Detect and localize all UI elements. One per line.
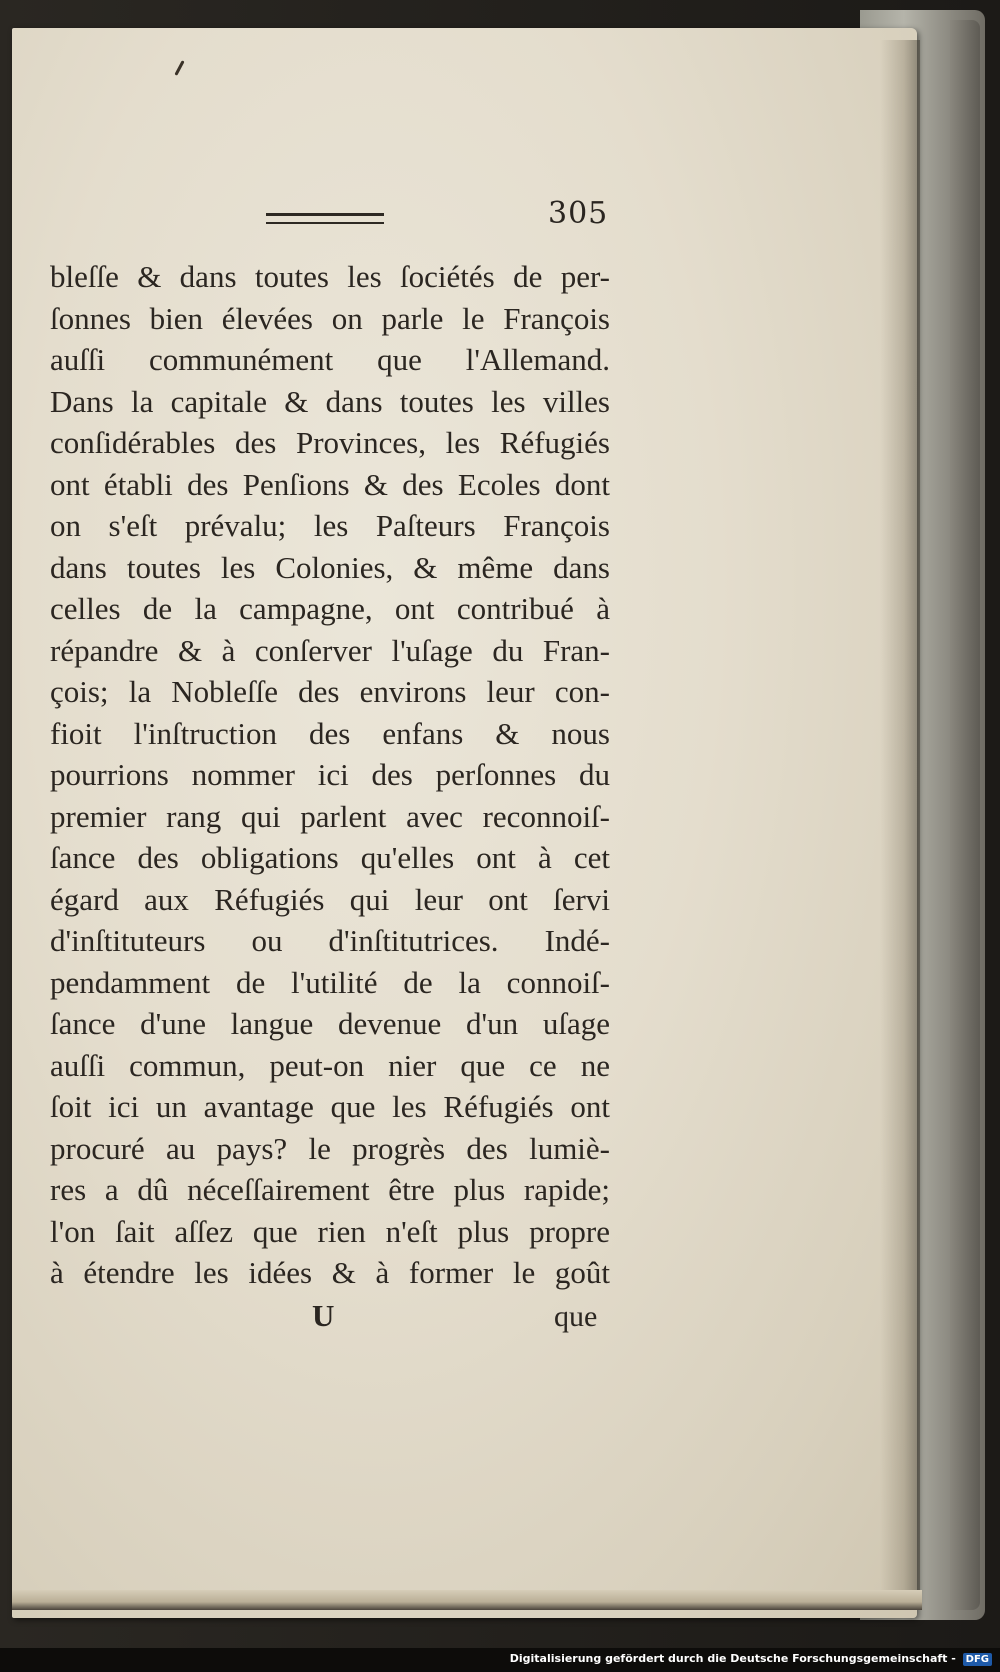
text-line: ſoit ici un avantage que les Réfugiés ont	[50, 1089, 610, 1124]
text-line: ſance des obligations qu'elles ont à cet	[50, 840, 610, 875]
text-line: conſidérables des Provinces, les Réfugiés	[50, 425, 610, 460]
text-line: fioit l'inſtruction des enfans & nous	[50, 715, 610, 751]
text-line: auſſi commun, peut-on nier que ce ne	[50, 1047, 610, 1083]
text-line: ont établi des Penſions & des Ecoles dont	[50, 466, 610, 502]
book-cover-edge	[950, 20, 980, 1610]
text-line: res a dû néceſſairement être plus rapide;	[50, 1172, 610, 1207]
text-line: d'inſtituteurs ou d'inſtitutrices. Indé-	[50, 923, 610, 958]
footer-credit	[510, 1652, 992, 1666]
text-line: premier rang qui parlent avec reconnoiſ-	[50, 798, 610, 834]
page-bottom-edge	[12, 1590, 922, 1610]
body-text	[50, 256, 610, 1294]
text-line: pendamment de l'utilité de la connoiſ-	[50, 964, 610, 1000]
text-line: répandre & à conſerver l'uſage du Fran-	[50, 632, 610, 668]
text-line: auſſi communément que l'Allemand.	[50, 342, 610, 377]
page-fore-edge	[880, 40, 920, 1610]
text-line: ſance d'une langue devenue d'un uſage	[50, 1006, 610, 1041]
text-line: procuré au pays? le progrès des lumiè-	[50, 1130, 610, 1166]
header-ornament-rule	[266, 213, 384, 224]
text-line: on s'eſt prévalu; les Paſteurs François	[50, 508, 610, 543]
text-line: égard aux Réfugiés qui leur ont ſervi	[50, 881, 610, 917]
text-line: ſonnes bien élevées on parle le François	[50, 300, 610, 336]
text-line: l'on ſait aſſez que rien n'eſt plus propre	[50, 1213, 610, 1249]
page-number: 305	[548, 196, 609, 231]
dfg-logo-badge: DFG	[963, 1653, 992, 1666]
text-line: çois; la Nobleſſe des environs leur con-	[50, 674, 610, 709]
text-line: pourrions nommer ici des perſonnes du	[50, 757, 610, 792]
text-line: dans toutes les Colonies, & même dans	[50, 549, 610, 585]
text-line: Dans la capitale & dans toutes les villes	[50, 383, 610, 419]
catchword: que	[554, 1300, 598, 1333]
footer-credit-text: Digitalisierung gefördert durch die Deutsche Forschungsgemeinschaft -	[509, 1652, 956, 1665]
text-line: à étendre les idées & à former le goût	[50, 1255, 610, 1290]
signature-mark: U	[312, 1298, 335, 1333]
text-line: celles de la campagne, ont contribué à	[50, 591, 610, 626]
text-line: bleſſe & dans toutes les ſociétés de per-	[50, 259, 610, 294]
